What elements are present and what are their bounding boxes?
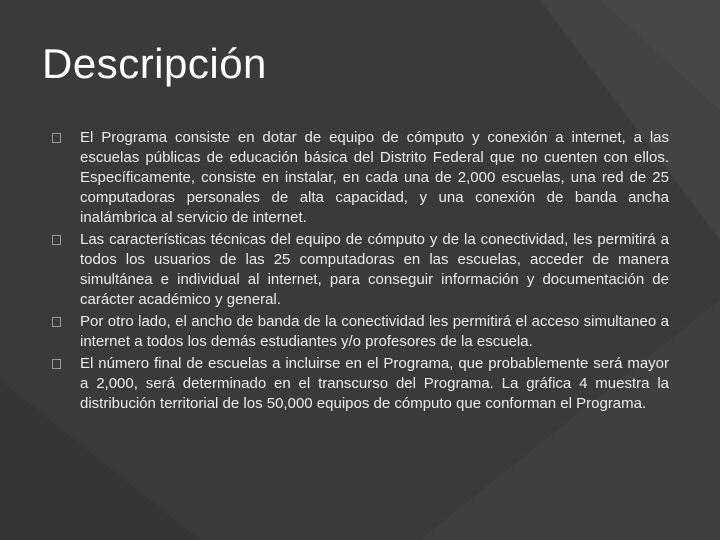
bullet-text: El número final de escuelas a incluirse en el Programa, que probablemente será mayor a 2,000, será determinado en el transcurso del Programa. La gráfica 4 muestra la distribución territorial de los 50,000 equipos de cómputo que conforman el Programa.: [80, 355, 669, 412]
bullet-item: [52, 354, 669, 414]
bullet-text: Por otro lado, el ancho de banda de la conectividad les permitirá el acceso simultaneo a internet a todos los demás estudiantes y/o profesores de la escuela.: [80, 313, 669, 350]
bullet-marker-icon: [52, 359, 61, 369]
bullet-list: [52, 128, 669, 416]
slide-title: Descripción: [42, 40, 267, 87]
bullet-text: Las características técnicas del equipo de cómputo y de la conectividad, les permitirá a todos los usuarios de las 25 computadoras en las escuelas, acceder de manera simultánea e individual al internet, para conseguir información y documentación de carácter académico y general.: [80, 231, 669, 308]
bullet-item: [52, 312, 669, 352]
bullet-marker-icon: [52, 133, 61, 143]
bullet-marker-icon: [52, 317, 61, 327]
bullet-text: El Programa consiste en dotar de equipo de cómputo y conexión a internet, a las escuelas públicas de educación básica del Distrito Federal que no cuenten con ellos. Específicamente, consiste en instalar, en cada una de 2,000 escuelas, una red de 25 computadoras personales de alta capacidad, y una conexión de banda ancha inalámbrica al servicio de internet.: [80, 129, 669, 226]
bullet-item: [52, 128, 669, 228]
bullet-item: [52, 230, 669, 310]
bullet-marker-icon: [52, 235, 61, 245]
